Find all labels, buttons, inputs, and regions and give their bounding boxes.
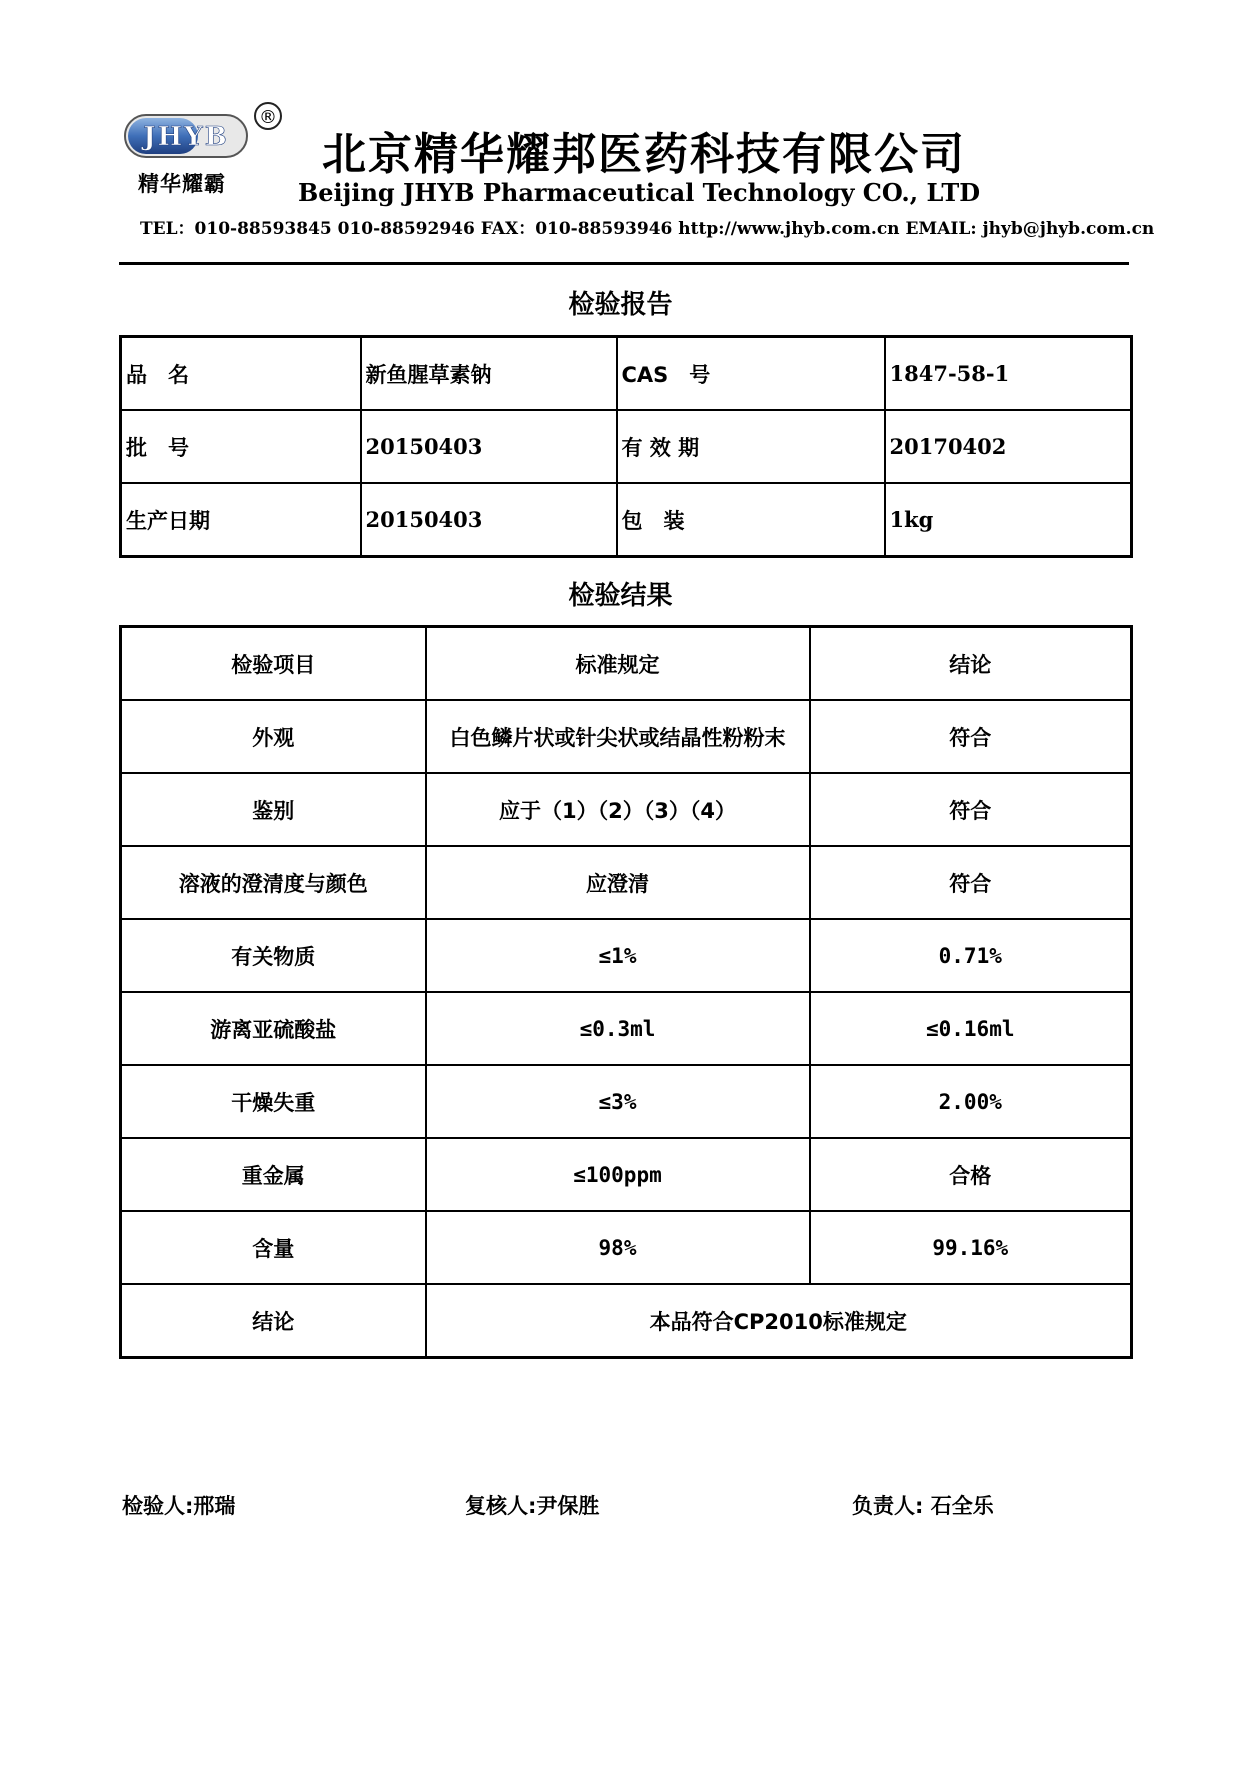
info-label: CAS 号 [617,337,885,411]
info-label: 包 装 [617,483,885,557]
info-value: 20170402 [885,410,1132,483]
report-title: 检验报告 [568,290,673,320]
test-item: 有关物质 [121,919,426,992]
test-item: 含量 [121,1211,426,1284]
table-row [121,992,1132,1065]
test-standard: 98% [426,1211,810,1284]
product-info-table [119,335,1133,558]
conclusion-text: 本品符合CP2010标准规定 [426,1284,1132,1358]
results-title: 检验结果 [568,581,673,611]
table-row [121,700,1132,773]
info-value: 20150403 [361,410,617,483]
test-result: 符合 [810,846,1132,919]
test-result: ≤0.16ml [810,992,1132,1065]
info-value: 1847-58-1 [885,337,1132,411]
info-value: 20150403 [361,483,617,557]
test-item: 游离亚硫酸盐 [121,992,426,1065]
logo-caption: 精华耀霸 [138,172,226,196]
test-standard: 应于（1）（2）（3）（4） [426,773,810,846]
header-divider [119,262,1129,265]
test-result: 2.00% [810,1065,1132,1138]
logo-text: JHYB [143,122,229,152]
info-label: 生产日期 [121,483,361,557]
table-row [121,1065,1132,1138]
table-row [121,1138,1132,1211]
test-item: 溶液的澄清度与颜色 [121,846,426,919]
test-result: 符合 [810,773,1132,846]
results-table [119,625,1133,1359]
test-result: 符合 [810,700,1132,773]
table-row [121,846,1132,919]
test-item: 外观 [121,700,426,773]
column-header: 检验项目 [121,627,426,701]
test-standard: 应澄清 [426,846,810,919]
test-result: 99.16% [810,1211,1132,1284]
test-standard: ≤1% [426,919,810,992]
reviewer-signature: 复核人:尹保胜 [465,1494,600,1518]
test-item: 干燥失重 [121,1065,426,1138]
info-value: 新鱼腥草素钠 [361,337,617,411]
table-header-row [121,627,1132,701]
info-label: 批 号 [121,410,361,483]
table-row [121,483,1132,557]
info-value: 1kg [885,483,1132,557]
table-row [121,337,1132,411]
info-label: 有 效 期 [617,410,885,483]
contact-info: TEL：010-88593845 010-88592946 FAX：010-88593946 http://www.jhyb.com.cn EMAIL: jhyb@jhyb.com.cn [140,219,1155,239]
test-item: 鉴别 [121,773,426,846]
logo-badge-icon [124,114,248,158]
test-item: 重金属 [121,1138,426,1211]
company-name-en: Beijing JHYB Pharmaceutical Technology CO., LTD [298,178,981,207]
test-standard: 白色鳞片状或针尖状或结晶性粉粉末 [426,700,810,773]
table-row [121,410,1132,483]
test-standard: ≤3% [426,1065,810,1138]
table-row [121,919,1132,992]
test-standard: ≤0.3ml [426,992,810,1065]
column-header: 标准规定 [426,627,810,701]
table-row [121,773,1132,846]
registered-mark: ® [254,102,282,130]
company-logo [118,104,288,204]
test-result: 0.71% [810,919,1132,992]
company-name-cn: 北京精华耀邦医药科技有限公司 [322,129,966,180]
responsible-signature: 负责人: 石全乐 [852,1494,994,1518]
column-header: 结论 [810,627,1132,701]
table-row [121,1211,1132,1284]
test-result: 合格 [810,1138,1132,1211]
conclusion-row [121,1284,1132,1358]
info-label: 品 名 [121,337,361,411]
conclusion-label: 结论 [121,1284,426,1358]
inspector-signature: 检验人:邢瑞 [122,1494,236,1518]
test-standard: ≤100ppm [426,1138,810,1211]
